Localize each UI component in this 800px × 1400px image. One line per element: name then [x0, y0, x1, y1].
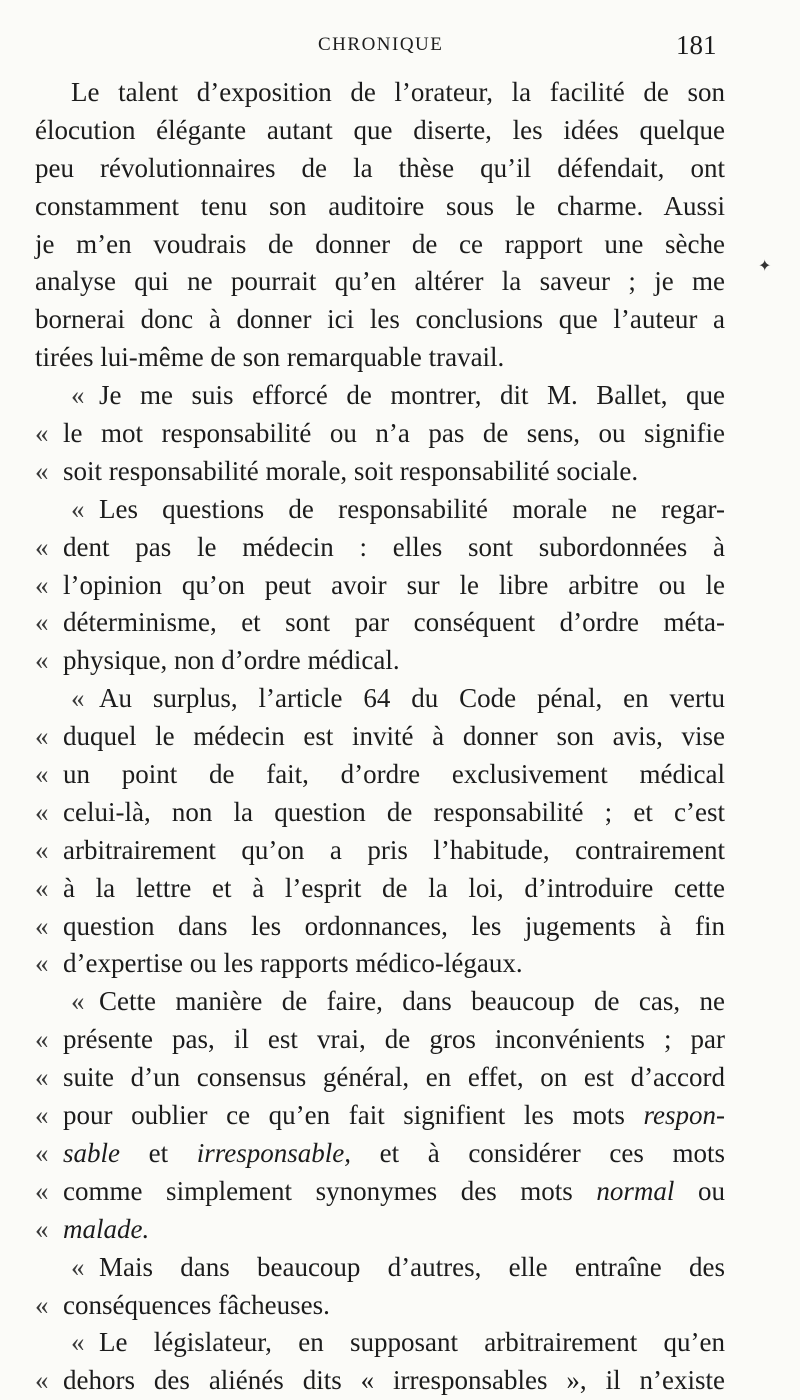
- text-line: [35, 718, 725, 756]
- text-line: [35, 604, 725, 642]
- quote-mark: «: [35, 1024, 49, 1055]
- text-line: [35, 642, 725, 680]
- text-segment: et à considérer ces mots: [350, 1137, 725, 1168]
- text-line: [35, 1097, 725, 1135]
- text-segment: question dans les ordonnances, les jugements à fin: [63, 910, 725, 941]
- text-line: [35, 832, 725, 870]
- text-line: [35, 567, 725, 605]
- text-line: [35, 529, 725, 567]
- text-segment: conséquences fâcheuses.: [63, 1289, 330, 1320]
- quote-mark: «: [35, 834, 49, 865]
- text-segment: ou: [674, 1175, 725, 1206]
- quote-mark: «: [35, 607, 49, 638]
- italic-text: respon-: [643, 1100, 725, 1131]
- italic-text: normal: [596, 1175, 675, 1206]
- quote-mark: «: [35, 759, 49, 790]
- text-line: [35, 983, 725, 1021]
- text-segment: un point de fait, d’ordre exclusivement médical: [63, 759, 725, 790]
- quote-mark: «: [35, 455, 49, 486]
- text-segment: pour oublier ce qu’en fait signifient les mots: [63, 1100, 644, 1131]
- quote-mark: «: [35, 1365, 49, 1396]
- quote-mark: «: [71, 986, 85, 1017]
- text-segment: Au surplus, l’article 64 du Code pénal, en vertu: [99, 683, 725, 714]
- quote-mark: «: [35, 531, 49, 562]
- text-segment: l’opinion qu’on peut avoir sur le libre arbitre ou le: [63, 569, 725, 600]
- ink-speck: ✦: [758, 258, 772, 275]
- text-line: [35, 1059, 725, 1097]
- italic-text: irresponsable,: [196, 1137, 351, 1168]
- text-segment: bornerai donc à donner ici les conclusions que l’auteur a: [35, 304, 725, 335]
- text-line: [35, 756, 725, 794]
- text-segment: analyse qui ne pourrait qu’en altérer la saveur ; je me: [35, 266, 725, 297]
- quote-mark: «: [35, 721, 49, 752]
- quote-mark: «: [35, 1100, 49, 1131]
- quote-mark: «: [35, 645, 49, 676]
- text-line: [35, 908, 725, 946]
- text-segment: soit responsabilité morale, soit responsabilité sociale.: [63, 455, 639, 486]
- text-segment: constamment tenu son auditoire sous le charme. Aussi: [35, 190, 725, 221]
- text-segment: déterminisme, et sont par conséquent d’ordre méta-: [63, 607, 725, 638]
- quote-mark: «: [35, 1137, 49, 1168]
- text-segment: Le talent d’exposition de l’orateur, la facilité de son: [71, 77, 725, 107]
- text-segment: duquel le médecin est invité à donner son avis, vise: [63, 721, 725, 752]
- text-line: [35, 415, 725, 453]
- quote-mark: «: [71, 493, 85, 524]
- text-line: [35, 491, 725, 529]
- text-line: [35, 945, 725, 983]
- text-segment: suite d’un consensus général, en effet, on est d’accord: [63, 1062, 725, 1093]
- italic-text: malade.: [63, 1213, 150, 1244]
- text-segment: peu révolutionnaires de la thèse qu’il défendait, ont: [35, 152, 725, 183]
- quote-mark: «: [35, 796, 49, 827]
- text-segment: Je me suis efforcé de montrer, dit M. Ballet, que: [99, 380, 725, 411]
- text-segment: je m’en voudrais de donner de ce rapport une sèche: [35, 228, 725, 259]
- text-segment: Le législateur, en supposant arbitrairement qu’en: [99, 1327, 725, 1358]
- text-segment: dehors des aliénés dits « irresponsables », il n’existe: [63, 1365, 725, 1396]
- text-line: [35, 680, 725, 718]
- text-line: [35, 1135, 725, 1173]
- page-header: [0, 30, 800, 70]
- text-line: [35, 188, 725, 226]
- text-line: [35, 263, 725, 301]
- quote-mark: «: [35, 418, 49, 449]
- text-segment: Mais dans beaucoup d’autres, elle entraîne des: [99, 1251, 725, 1282]
- text-line: [35, 339, 725, 377]
- text-line: [35, 150, 725, 188]
- quote-mark: «: [71, 1327, 85, 1358]
- text-segment: celui-là, non la question de responsabilité ; et c’est: [63, 796, 725, 827]
- text-segment: Les questions de responsabilité morale ne regar-: [99, 493, 725, 524]
- quote-mark: «: [35, 1289, 49, 1320]
- text-segment: d’expertise ou les rapports médico-légaux.: [63, 948, 523, 979]
- text-line: [35, 1173, 725, 1211]
- text-segment: le mot responsabilité ou n’a pas de sens, ou signifie: [63, 418, 725, 449]
- text-line: [35, 794, 725, 832]
- text-segment: comme simplement synonymes des mots: [63, 1175, 597, 1206]
- quote-mark: «: [71, 683, 85, 714]
- text-line: [35, 1249, 725, 1287]
- text-segment: dent pas le médecin : elles sont subordonnées à: [63, 531, 725, 562]
- text-line: [35, 301, 725, 339]
- quote-mark: «: [35, 569, 49, 600]
- text-line: [35, 226, 725, 264]
- text-line: [35, 453, 725, 491]
- text-line: [35, 1362, 725, 1400]
- italic-text: sable: [63, 1137, 120, 1168]
- text-line: [35, 870, 725, 908]
- text-segment: arbitrairement qu’on a pris l’habitude, contrairement: [63, 834, 725, 865]
- quote-mark: «: [35, 1213, 49, 1244]
- text-line: [35, 377, 725, 415]
- quote-mark: «: [35, 948, 49, 979]
- quote-mark: «: [35, 872, 49, 903]
- text-line: [35, 1211, 725, 1249]
- running-head: CHRONIQUE: [318, 34, 444, 55]
- body-text: [35, 74, 725, 1400]
- quote-mark: «: [35, 1175, 49, 1206]
- text-line: [35, 1021, 725, 1059]
- quote-mark: «: [71, 1251, 85, 1282]
- text-line: [35, 1287, 725, 1325]
- quote-mark: «: [35, 910, 49, 941]
- quote-mark: «: [35, 1062, 49, 1093]
- text-segment: à la lettre et à l’esprit de la loi, d’introduire cette: [63, 872, 725, 903]
- quote-mark: «: [71, 380, 85, 411]
- text-segment: et: [120, 1137, 197, 1168]
- text-line: [35, 112, 725, 150]
- text-segment: tirées lui-même de son remarquable travail.: [35, 342, 505, 373]
- text-segment: présente pas, il est vrai, de gros inconvénients ; par: [63, 1024, 725, 1055]
- text-segment: Cette manière de faire, dans beaucoup de cas, ne: [99, 986, 725, 1017]
- text-segment: physique, non d’ordre médical.: [63, 645, 400, 676]
- text-line: [35, 1324, 725, 1362]
- text-segment: élocution élégante autant que diserte, les idées quelque: [35, 114, 725, 145]
- page-number: 181: [676, 30, 717, 60]
- text-line: [35, 74, 725, 112]
